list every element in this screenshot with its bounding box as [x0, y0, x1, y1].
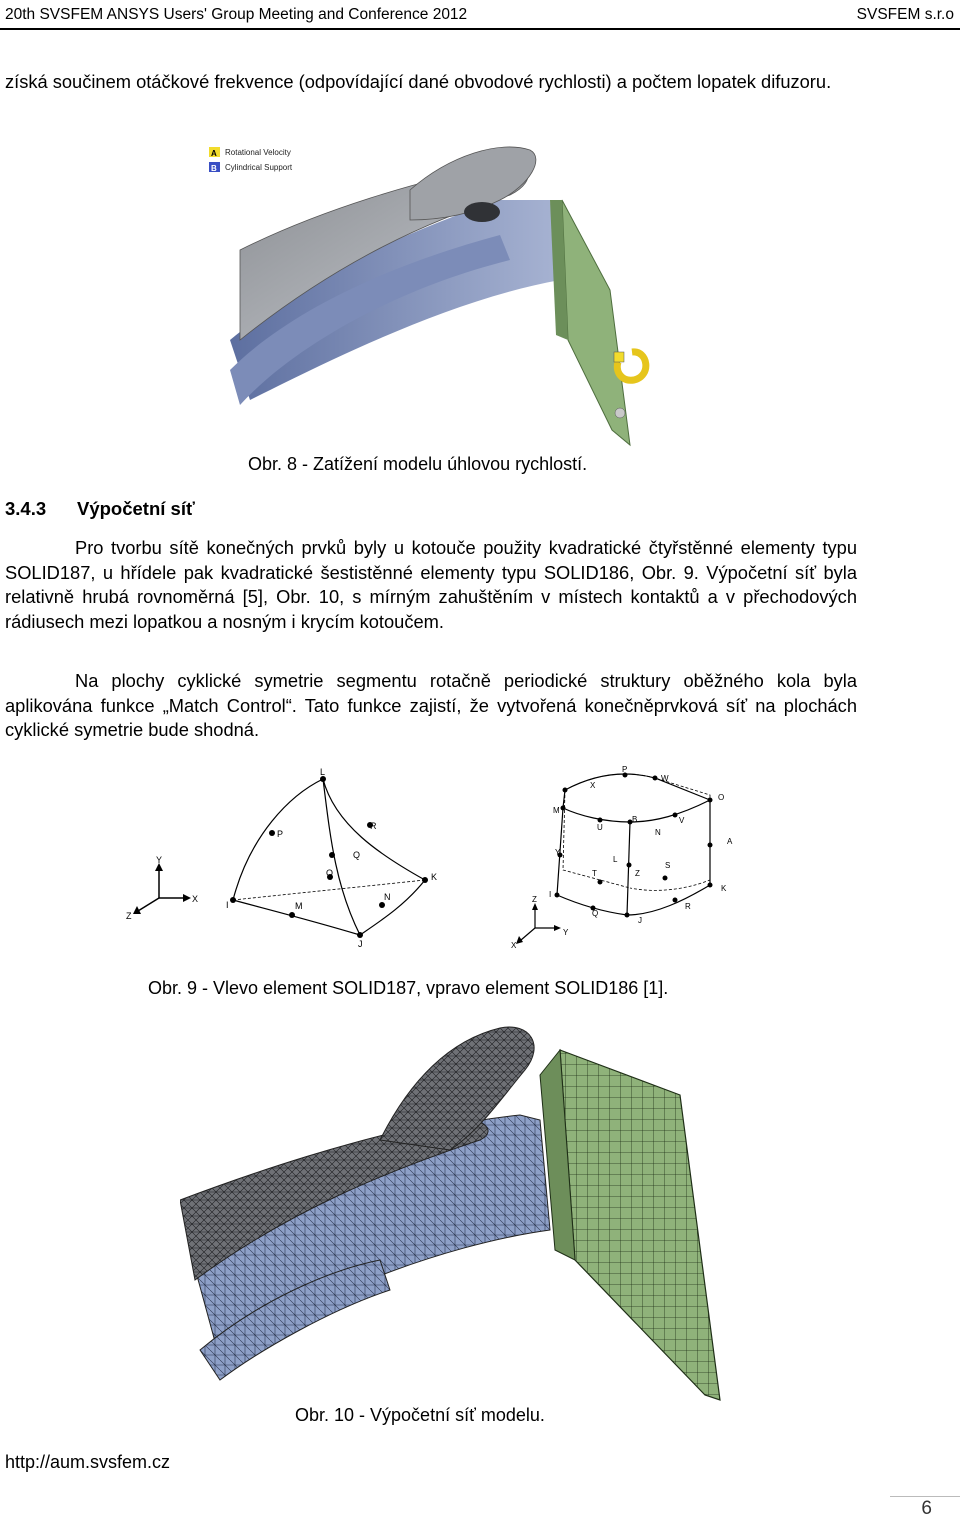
svg-text:X: X [511, 941, 517, 950]
svg-text:P: P [277, 829, 284, 839]
header-conference: 20th SVSFEM ANSYS Users' Group Meeting and Conference 2012 [5, 6, 468, 23]
figure-9-solid186 [505, 760, 750, 955]
svg-text:W: W [661, 774, 669, 783]
svg-text:M: M [295, 901, 303, 911]
support-b-marker [615, 408, 625, 418]
svg-text:Y: Y [555, 848, 561, 857]
svg-text:X: X [590, 781, 596, 790]
svg-text:Z: Z [532, 895, 537, 904]
svg-text:S: S [665, 861, 671, 870]
svg-text:R: R [370, 821, 377, 831]
svg-text:Q: Q [592, 909, 599, 918]
figure-8-image [200, 140, 660, 450]
svg-text:I: I [549, 890, 552, 899]
svg-text:V: V [679, 816, 685, 825]
shaft-quad-mesh [560, 1050, 720, 1400]
svg-text:Y: Y [156, 855, 163, 865]
svg-text:Z: Z [126, 911, 132, 921]
svg-text:K: K [721, 884, 727, 893]
section-title: Výpočetní síť [77, 498, 195, 519]
svg-text:A: A [727, 837, 733, 846]
svg-text:U: U [597, 823, 603, 832]
section-number: 3.4.3 [5, 498, 47, 519]
svg-text:Y: Y [563, 928, 569, 937]
intro-paragraph: získá součinem otáčkové frekvence (odpovídající dané obvodové rychlosti) a počtem lopatek difuzoru. [5, 71, 832, 92]
figure-10-caption: Obr. 10 - Výpočetní síť modelu. [295, 1405, 545, 1425]
paragraph-mesh-elements: Pro tvorbu sítě konečných prvků byly u kotouče použity kvadratické čtyřstěnné elementy typu SOLID187, u hřídele pak kvadratické šestistěnné elementy typu SOLID186, Obr. 9. Výpočetní síť byla relativně hrubá rovnoměrná [5], Obr. 10, s mírným zahuštěním v místech kontaktů a v přechodových rádiusech mezi lopatkou a nosným i krycím kotoučem. [5, 537, 857, 632]
figure-10-mesh-image [180, 1020, 740, 1405]
svg-text:J: J [358, 939, 363, 949]
footer-url[interactable]: http://aum.svsfem.cz [5, 1452, 171, 1472]
section-heading [5, 498, 195, 520]
page-header [0, 0, 960, 30]
header-rule [0, 28, 960, 30]
svg-text:O: O [718, 793, 725, 802]
svg-text:B: B [632, 815, 638, 824]
legend-a-label: Rotational Velocity [225, 148, 291, 157]
svg-text:P: P [622, 765, 628, 774]
figure-8-caption: Obr. 8 - Zatížení modelu úhlovou rychlostí. [248, 454, 588, 474]
paragraph-match-control: Na plochy cyklické symetrie segmentu rotačně periodické struktury oběžného kola byla aplikována funkce „Match Control“. Tato funkce zajistí, že vytvořená konečněprvková síť na plochách cyklické symetrie bude shodná. [5, 670, 857, 740]
figure-9-solid187 [120, 765, 450, 955]
svg-text:L: L [320, 767, 326, 777]
svg-text:O: O [326, 868, 334, 878]
svg-text:X: X [192, 894, 199, 904]
svg-text:L: L [613, 855, 618, 864]
svg-text:Z: Z [635, 869, 640, 878]
svg-text:K: K [431, 872, 438, 882]
svg-text:N: N [655, 828, 661, 837]
svg-text:R: R [685, 902, 691, 911]
svg-text:I: I [226, 900, 229, 910]
footer-rule [890, 1496, 960, 1497]
load-a-marker [614, 352, 624, 362]
legend-b-key: B [211, 164, 217, 173]
svg-text:Q: Q [353, 850, 361, 860]
blade-slot [464, 202, 500, 222]
header-company: SVSFEM s.r.o [856, 6, 954, 23]
svg-text:M: M [553, 806, 560, 815]
legend-b-label: Cylindrical Support [225, 163, 293, 172]
svg-text:N: N [384, 892, 391, 902]
page-number: 6 [921, 1498, 932, 1519]
svg-text:T: T [592, 869, 597, 878]
svg-text:J: J [638, 916, 642, 925]
figure-9-caption: Obr. 9 - Vlevo element SOLID187, vpravo element SOLID186 [1]. [148, 978, 669, 998]
legend-a-key: A [211, 149, 217, 158]
